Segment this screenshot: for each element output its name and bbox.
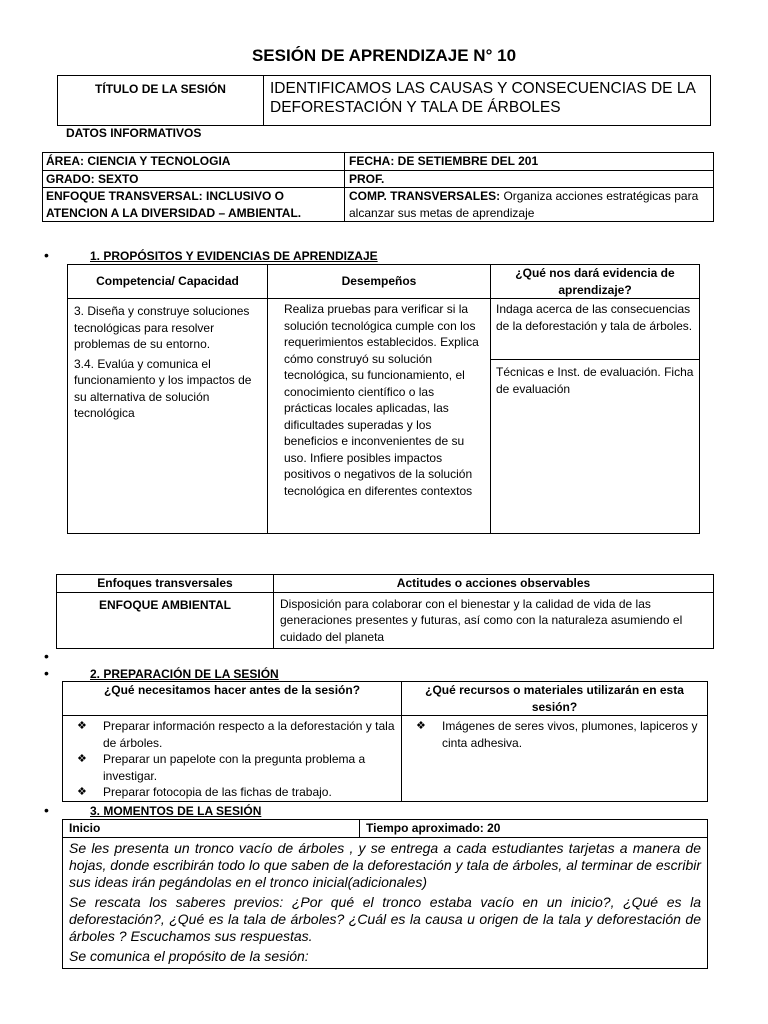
momentos-table	[62, 819, 708, 969]
enfoques-table	[56, 574, 714, 649]
enfoque-ambiental: ENFOQUE AMBIENTAL	[57, 592, 274, 649]
page-title: SESIÓN DE APRENDIZAJE N° 10	[251, 46, 517, 65]
inicio-paragraph-3: Se comunica el propósito de la sesión:	[69, 947, 309, 964]
recursos-item-text: Imágenes de seres vivos, plumones, lapiceros y cinta adhesiva.	[442, 719, 698, 750]
list-item	[402, 718, 701, 751]
diamond-icon: ❖	[77, 786, 87, 798]
bullet: •	[44, 648, 49, 664]
antes-cell	[63, 716, 402, 802]
session-title-table	[57, 75, 711, 126]
prof-cell: PROF.	[345, 170, 714, 188]
list-item	[63, 718, 397, 751]
comp-cell	[345, 188, 714, 222]
section1-heading: 1. PROPÓSITOS Y EVIDENCIAS DE APRENDIZAJE	[90, 249, 378, 263]
competencia-2: 3.4. Evalúa y comunica el funcionamiento y los impactos de su alternativa de solución tecnológica	[74, 356, 252, 420]
session-title-label: TÍTULO DE LA SESIÓN	[58, 76, 264, 126]
section3-heading: 3. MOMENTOS DE LA SESIÓN	[90, 804, 262, 818]
col-recursos: ¿Qué recursos o materiales utilizarán en esta sesión?	[402, 682, 708, 716]
area-cell: ÁREA: CIENCIA Y TECNOLOGIA	[43, 153, 345, 171]
grado-cell: GRADO: SEXTO	[43, 170, 345, 188]
bullet: •	[44, 665, 49, 681]
list-item	[63, 751, 397, 784]
propositos-table	[67, 264, 700, 534]
antes-item-text: Preparar fotocopia de las fichas de trabajo.	[103, 785, 332, 799]
comp-label: COMP. TRANSVERSALES:	[349, 189, 501, 203]
recursos-list	[402, 718, 701, 751]
inicio-cell: Inicio	[63, 820, 360, 838]
inicio-content	[63, 837, 708, 968]
recursos-cell	[402, 716, 708, 802]
fecha-cell: FECHA: DE SETIEMBRE DEL 201	[345, 153, 714, 171]
bullet: •	[44, 802, 49, 818]
competencia-cell	[68, 299, 268, 534]
bullet: •	[44, 247, 49, 263]
diamond-icon: ❖	[77, 720, 87, 732]
evidencia-cell: Indaga acerca de las consecuencias de la deforestación y tala de árboles.	[491, 299, 700, 360]
inicio-paragraph-1: Se les presenta un tronco vacío de árboles , y se entrega a cada estudiantes tarjetas a manera de hojas, donde escribirán todo lo que saben de la deforestación y tala de árboles, al terminar de escribir sus ideas irán pegándolas en el tronco inicial(adicionales)	[69, 839, 701, 890]
session-title-value: IDENTIFICAMOS LAS CAUSAS Y CONSECUENCIAS DE LA DEFORESTACIÓN Y TALA DE ÁRBOLES	[264, 76, 711, 126]
col-enfoques: Enfoques transversales	[57, 575, 274, 593]
col-competencia: Competencia/ Capacidad	[68, 265, 268, 299]
enfoque-ambiental-text: Disposición para colaborar con el bienestar y la calidad de vida de las generaciones presentes y futuras, así como con la naturaleza asumiendo el cuidado del planeta	[274, 592, 714, 649]
antes-item-text: Preparar información respecto a la deforestación y tala de árboles.	[103, 719, 395, 750]
comp-value: Organiza acciones estratégicas para alcanzar sus metas de aprendizaje	[349, 189, 699, 220]
competencia-1: 3. Diseña y construye soluciones tecnológicas para resolver problemas de su entorno.	[74, 304, 250, 351]
enfoque-cell: ENFOQUE TRANSVERSAL: INCLUSIVO O ATENCION A LA DIVERSIDAD – AMBIENTAL.	[43, 188, 345, 222]
tecnicas-cell: Técnicas e Inst. de evaluación. Ficha de evaluación	[491, 360, 700, 534]
diamond-icon: ❖	[416, 720, 426, 732]
tiempo-cell: Tiempo aproximado: 20	[360, 820, 708, 838]
col-antes: ¿Qué necesitamos hacer antes de la sesión?	[63, 682, 402, 716]
col-desempenos: Desempeños	[268, 265, 491, 299]
col-evidencia: ¿Qué nos dará evidencia de aprendizaje?	[491, 265, 700, 299]
inicio-paragraph-2: Se rescata los saberes previos: ¿Por qué el tronco estaba vacío en un inicio?, ¿Qué es la deforestación?, ¿Qué es la tala de árboles? ¿Cuál es la causa u origen de la tala y deforestación de árboles ? Escuchamos sus respuestas.	[69, 893, 701, 944]
section2-heading: 2. PREPARACIÓN DE LA SESIÓN	[90, 667, 279, 681]
desempenos-cell: Realiza pruebas para verificar si la solución tecnológica cumple con los requerimientos establecidos. Explica cómo construyó su solución tecnológica, su funcionamiento, el conocimiento científico o las prácticas locales aplicadas, las dificultades superadas y los beneficios e inconvenientes de su uso. Infiere posibles impactos positivos o negativos de la solución tecnológica en diferentes contextos	[268, 299, 491, 534]
datos-informativos-heading: DATOS INFORMATIVOS	[66, 126, 202, 140]
preparacion-table	[62, 681, 708, 802]
datos-table	[42, 152, 714, 222]
antes-list	[63, 718, 397, 801]
diamond-icon: ❖	[77, 753, 87, 765]
antes-item-text: Preparar un papelote con la pregunta problema a investigar.	[103, 752, 366, 783]
list-item	[63, 784, 397, 801]
col-actitudes: Actitudes o acciones observables	[274, 575, 714, 593]
